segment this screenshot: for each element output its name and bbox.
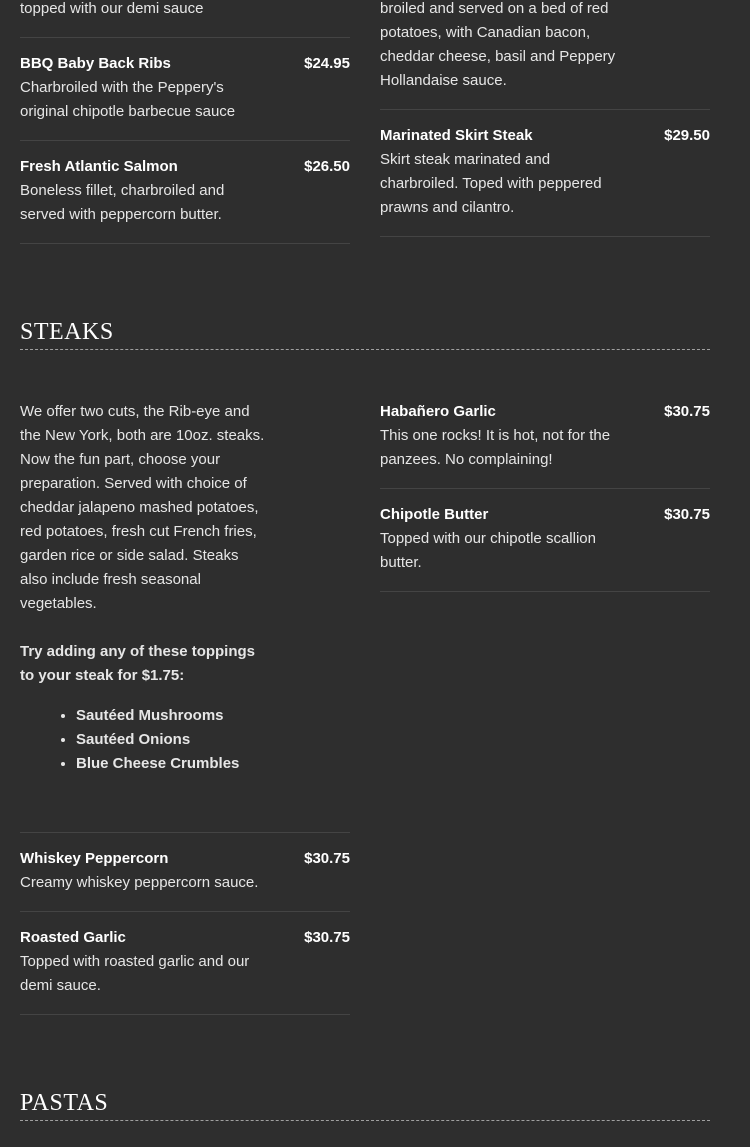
menu-item-description — [20, 179, 224, 227]
section-title-pastas: PASTAS — [20, 1090, 109, 1116]
description-line: Charbroiled with the Peppery's — [20, 79, 224, 96]
item-divider — [380, 591, 710, 592]
menu-item-price: $30.75 — [664, 403, 710, 420]
intro-line: vegetables. — [20, 595, 97, 612]
menu-item-name: Marinated Skirt Steak — [380, 127, 533, 144]
description-line: Boneless fillet, charbroiled and — [20, 182, 225, 199]
menu-item-description-line: Hollandaise sauce. — [380, 72, 507, 89]
intro-line: Now the fun part, choose your — [20, 451, 221, 468]
description-line: demi sauce. — [20, 977, 101, 994]
description-line: Skirt steak marinated and — [380, 151, 551, 168]
topping-item: • Sautéed Onions — [76, 728, 239, 752]
menu-item-name: Whiskey Peppercorn — [20, 850, 169, 867]
menu-item-description — [380, 148, 602, 220]
menu-item-partial-right — [380, 0, 640, 93]
toppings-heading-line: to your steak for $1.75: — [20, 667, 185, 684]
menu-item-salmon — [20, 155, 350, 227]
item-divider — [380, 236, 710, 237]
section-divider — [20, 1120, 710, 1121]
description-line: panzees. No complaining! — [380, 451, 553, 468]
menu-item-price: $30.75 — [304, 929, 350, 946]
toppings-list — [20, 704, 239, 776]
menu-item-price: $30.75 — [664, 506, 710, 523]
item-divider — [20, 243, 350, 244]
menu-item-description — [20, 76, 235, 124]
menu-item-description — [20, 871, 258, 895]
intro-line: the New York, both are 10oz. steaks. — [20, 427, 265, 444]
steaks-intro — [20, 400, 285, 616]
description-line: Topped with roasted garlic and our — [20, 953, 250, 970]
intro-line: red potatoes, fresh cut French fries, — [20, 523, 257, 540]
description-line: original chipotle barbecue sauce — [20, 103, 236, 120]
menu-item-name: Fresh Atlantic Salmon — [20, 158, 178, 175]
menu-item-description-line: cheddar cheese, basil and Peppery — [380, 48, 616, 65]
menu-item-chipotle-butter — [380, 503, 710, 575]
topping-item: • Blue Cheese Crumbles — [76, 752, 239, 776]
intro-line: cheddar jalapeno mashed potatoes, — [20, 499, 259, 516]
menu-item-whiskey-peppercorn — [20, 847, 350, 895]
menu-item-name: Habañero Garlic — [380, 403, 496, 420]
description-line: charbroiled. Toped with peppered — [380, 175, 602, 192]
item-divider — [20, 140, 350, 141]
intro-line: garden rice or side salad. Steaks — [20, 547, 239, 564]
description-line: prawns and cilantro. — [380, 199, 515, 216]
menu-item-price: $29.50 — [664, 127, 710, 144]
menu-item-name: Chipotle Butter — [380, 506, 489, 523]
menu-item-price: $26.50 — [304, 158, 350, 175]
intro-line: preparation. Served with choice of — [20, 475, 247, 492]
description-line: Topped with our chipotle scallion — [380, 530, 596, 547]
section-divider — [20, 349, 710, 350]
menu-item-habanero-garlic — [380, 400, 710, 472]
item-divider — [20, 911, 350, 912]
item-divider — [20, 1014, 350, 1015]
intro-line: also include fresh seasonal — [20, 571, 201, 588]
menu-item-skirt-steak — [380, 124, 710, 220]
menu-item-roasted-garlic — [20, 926, 350, 998]
menu-item-partial-left — [20, 0, 350, 21]
menu-item-description — [20, 950, 249, 998]
menu-item-price: $24.95 — [304, 55, 350, 72]
description-line: served with peppercorn butter. — [20, 206, 222, 223]
toppings-heading-line: Try adding any of these toppings — [20, 643, 256, 660]
menu-item-description — [380, 527, 596, 575]
topping-item: • Sautéed Mushrooms — [76, 704, 239, 728]
description-line: butter. — [380, 554, 422, 571]
menu-item-description-line: broiled and served on a bed of red — [380, 0, 609, 17]
menu-item-description — [380, 424, 610, 472]
item-divider — [20, 37, 350, 38]
toppings-heading — [20, 640, 285, 688]
intro-line: We offer two cuts, the Rib-eye and — [20, 403, 250, 420]
section-title-steaks: STEAKS — [20, 319, 114, 345]
description-line: Creamy whiskey peppercorn sauce. — [20, 874, 259, 891]
menu-item-description-line: potatoes, with Canadian bacon, — [380, 24, 591, 41]
item-divider — [380, 488, 710, 489]
description-line: This one rocks! It is hot, not for the — [380, 427, 611, 444]
item-divider — [380, 109, 710, 110]
menu-item-price: $30.75 — [304, 850, 350, 867]
menu-item-bbq-ribs — [20, 52, 350, 124]
item-divider — [20, 832, 350, 833]
menu-item-description: topped with our demi sauce — [20, 0, 204, 17]
menu-item-name: BBQ Baby Back Ribs — [20, 55, 171, 72]
menu-item-name: Roasted Garlic — [20, 929, 126, 946]
